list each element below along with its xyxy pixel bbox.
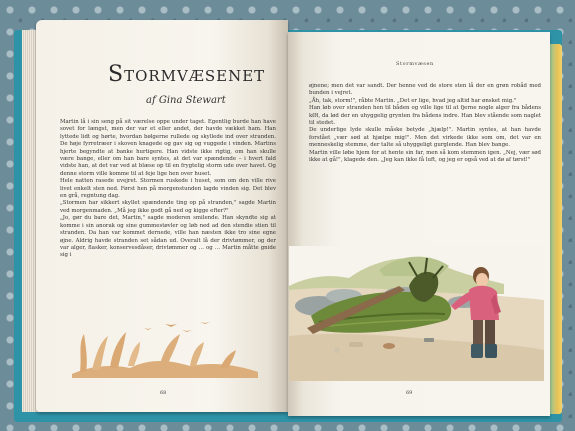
paragraph: øjnene; men det var sandt. Der henne ved de store sten lå der en grøn robåd med bunden i vejret. [309,83,541,97]
left-body-text [60,119,276,260]
paragraph: Han løb over stranden hen til båden og ville lige til at fjerne nogle alger fra bådens kØl, da lød der en uhyggelig grynten fra bådens indre. Han blev stående som naglet til stedet. [309,105,541,127]
paragraph: Martin ville løbe hjem for at hente sin far, men så kom stemmen igen. „Nej, vær sød ikke at gå!", klagede den. „Jeg kan ikke få luft, og jeg er også ved at dø af tørst!" [309,149,541,164]
running-head: Stormvæsen [396,61,434,67]
right-body-text [309,83,541,164]
paragraph: Hele natten rasede uvejret. Stormen ruskede i huset, som om den ville rive livet enkelt sten ned. Først hen på morgenstunden lagde vinden sig. Det blev en grå, regntung dag. [60,178,276,200]
paragraph: „Åh, tak, storm!", råbte Martin. „Det er lige, hvad jeg altid har ønsket mig." [309,97,517,104]
page-number-right: 69 [406,390,413,396]
story-title: Stormvæsenet [108,62,266,87]
beach-grass-silhouette [70,316,260,378]
beach-boat-illustration [289,246,544,381]
page-number-left: 68 [160,390,167,396]
paragraph: „Jo, gør du bare det, Martin," sagde moderen smilende. Han skyndte sig at komme i sin anorak og sine gummestøvler og løb ned ad den stendie stien til stranden. Da han var kommet dernede, ville han næsten ikke tro sine egne øjne. Aldrig havde stranden set sådan ud. Overalt lå der drivtømmer, og der var alger, flasker, konservesdåser, drivtømmer og … og … Martin måtte gnide sig i [60,215,276,259]
story-author: af Gina Stewart [146,95,226,106]
paragraph: „Stormen har sikkert skyllet spændende ting op på stranden," sagde Martin ved morgenmaden. „Må jeg ikke godt gå ned og kigge efter?" [60,200,276,214]
paragraph: Martin lå i sin seng på sit værelse oppe under taget. Egentlig burde han have sovet for længst, men der var et eller andet, der havde vækket ham. Han lyttede lidt og hørte, hvordan bølgerne rullede og skyllede ind over stranden. De høje fyrretræer i skoven knagede og gav sig og vuggede i vinden. Martins hjerte begyndte at banke hurtigere. Han vidste ikke rigtig, om han skulle være bange, eller om han bare syntes, at det var spændende – i hvert fald vidste han, at det var ved at blæse op til en frygtelig storm ude over havet. Og denne storm ville komme til at feje lige hen over huset. [60,119,276,177]
paragraph: De underlige lyde skulle måske betyde „hjælp!". Martin syntes, at han havde forstået „vær sød at hjælpe mig!". Men det virkede ikke som om, det var en menneskelig stemme, der talte så uhyggeligt gurglende. Han blev bange. [309,127,541,149]
